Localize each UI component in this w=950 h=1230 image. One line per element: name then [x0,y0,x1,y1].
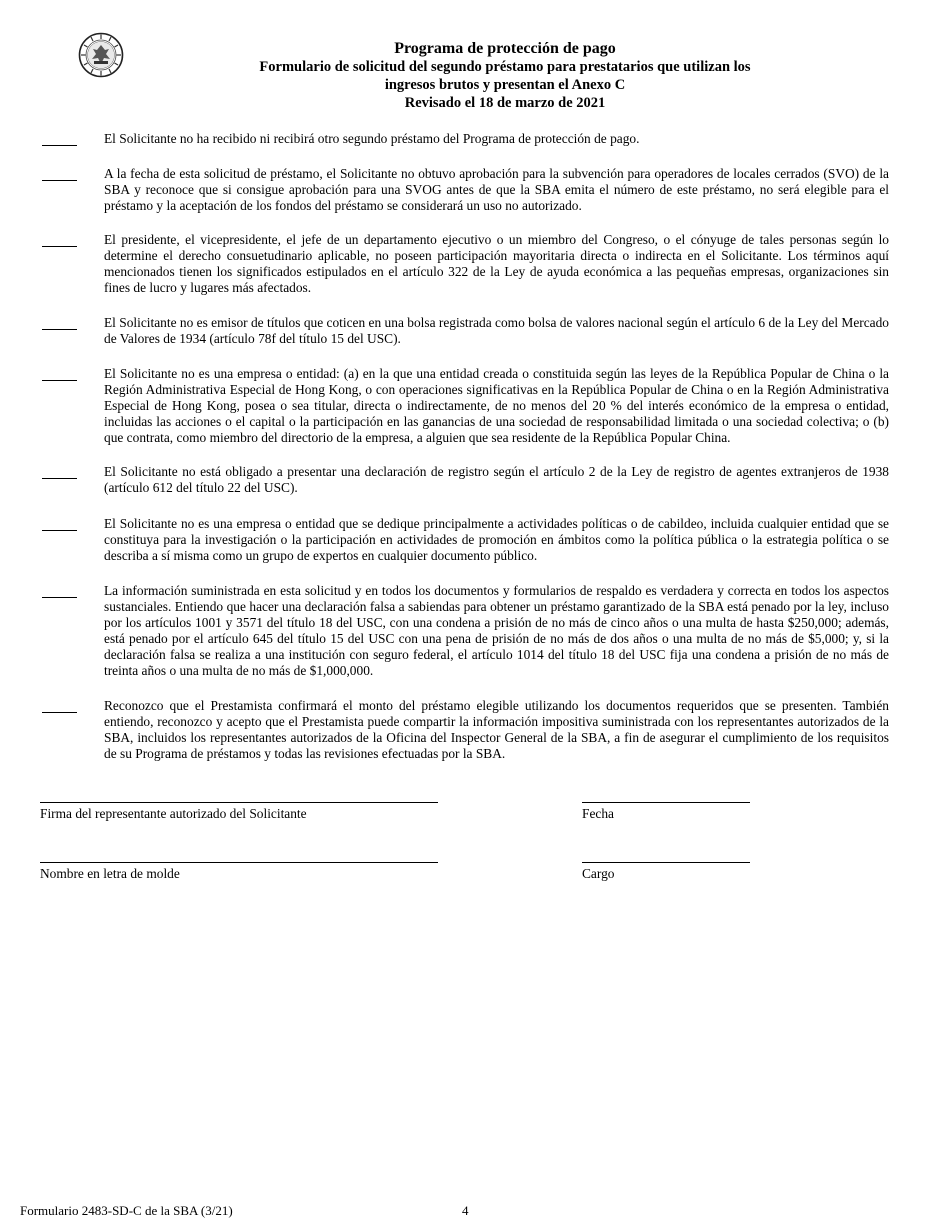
page-number: 4 [462,1203,469,1218]
certification-text: A la fecha de esta solicitud de préstamo, el Solicitante no obtuvo aprobación para la subvención para operadores de locales cerrados (SVO) de la SBA y reconoce que si consigue aprobación para una SVOG antes de que la SBA emita el número de este préstamo, no será elegible para el préstamo y la aceptación de los fondos del préstamo se considerará un uso no autorizado. [104,166,889,214]
revision-date: Revisado el 18 de marzo de 2021 [404,95,606,111]
initials-blank[interactable] [42,246,77,247]
certification-text: La información suministrada en esta solicitud y en todos los documentos y formularios de respaldo es verdadera y correcta en todos los aspectos sustanciales. Entiendo que hacer una declaración falsa a sabiendas para obtener un préstamo garantizado de la SBA está penado por la ley, incluso por los artículos 1001 y 3571 del título 18 del USC, con una condena a prisión de no más de cinco años o una multa de hasta $250,000; además, está penado por el artículo 645 del título 15 del USC con una pena de prisión de no más de dos años o una multa de no más de $5,000; y, si la declaración falsa se realiza a una institución con seguro federal, el artículo 1014 del título 18 del USC fija una condena a prisión de no más de treinta años o una multa de no más de $1,000,000. [104,583,889,679]
printed-name-line[interactable] [40,862,438,863]
certification-text: El Solicitante no está obligado a presentar una declaración de registro según el artículo 2 de la Ley de registro de agentes extranjeros de 1938 (artículo 612 del título 22 del USC). [104,464,889,496]
date-line[interactable] [582,802,750,803]
form-subtitle-line-2: ingresos brutos y presentan el Anexo C [384,77,626,93]
signature-label: Firma del representante autorizado del Solicitante [40,806,307,821]
initials-blank[interactable] [42,180,77,181]
form-identifier: Formulario 2483-SD-C de la SBA (3/21) [20,1203,233,1218]
title-label: Cargo [582,866,615,881]
form-subtitle-line-1: Formulario de solicitud del segundo préstamo para prestatarios que utilizan los [259,59,751,75]
sba-seal-logo [78,32,124,78]
initials-blank[interactable] [42,597,77,598]
initials-blank[interactable] [42,478,77,479]
initials-blank[interactable] [42,329,77,330]
date-label: Fecha [582,806,614,821]
initials-blank[interactable] [42,712,77,713]
title-line[interactable] [582,862,750,863]
certification-text: El Solicitante no es una empresa o entidad: (a) en la que una entidad creada o constituida según las leyes de la República Popular de China o la Región Administrativa Especial de Hong Kong, o con operaciones significativas en la República Popular de China o en la Región Administrativa Especial de Hong Kong, posea o sea titular, directa o indirectamente, de no menos del 20 % del interés económico de la empresa o entidad, incluidas las acciones o el capital o la participación en las ganancias de una sociedad de responsabilidad limitada o una sociedad colectiva; o (b) que contrata, como miembro del directorio de la empresa, a alguien que sea residente de la República Popular China. [104,366,889,446]
initials-blank[interactable] [42,530,77,531]
certification-text: El presidente, el vicepresidente, el jefe de un departamento ejecutivo o un miembro del Congreso, o el cónyuge de tales personas según lo determine el derecho consuetudinario aplicable, no poseen participación mayoritaria directa o indirecta en el Solicitante. Los términos aquí mencionados tienen los significados estipulados en el artículo 322 de la Ley de ayuda económica a las pequeñas empresas, organizaciones sin fines de lucro y lugares más afectados. [104,232,889,296]
program-title: Programa de protección de pago [394,40,616,57]
certification-text: El Solicitante no es una empresa o entidad que se dedique principalmente a actividades políticas o de cabildeo, incluida cualquier entidad que se constituya para la investigación o la participación en actividades de promoción en ámbitos como la política pública o la estrategia política o se describa a sí misma como un grupo de expertos en cualquier documento público. [104,516,889,564]
signature-line[interactable] [40,802,438,803]
certification-text: El Solicitante no ha recibido ni recibirá otro segundo préstamo del Programa de protección de pago. [104,131,640,146]
initials-blank[interactable] [42,380,77,381]
document-header [230,40,780,112]
certification-text: Reconozco que el Prestamista confirmará el monto del préstamo elegible utilizando los documentos requeridos que se presenten. También entiendo, reconozco y acepto que el Prestamista puede compartir la información impositiva suministrada con los representantes autorizados de la SBA, incluidos los representantes autorizados de la Oficina del Inspector General de la SBA, a fin de asegurar el cumplimiento de los requisitos de su Programa de préstamos y todas las revisiones efectuadas por la SBA. [104,698,889,762]
printed-name-label: Nombre en letra de molde [40,866,180,881]
initials-blank[interactable] [42,145,77,146]
certification-text: El Solicitante no es emisor de títulos que coticen en una bolsa registrada como bolsa de valores nacional según el artículo 6 de la Ley del Mercado de Valores de 1934 (artículo 78f del título 15 del USC). [104,315,889,347]
